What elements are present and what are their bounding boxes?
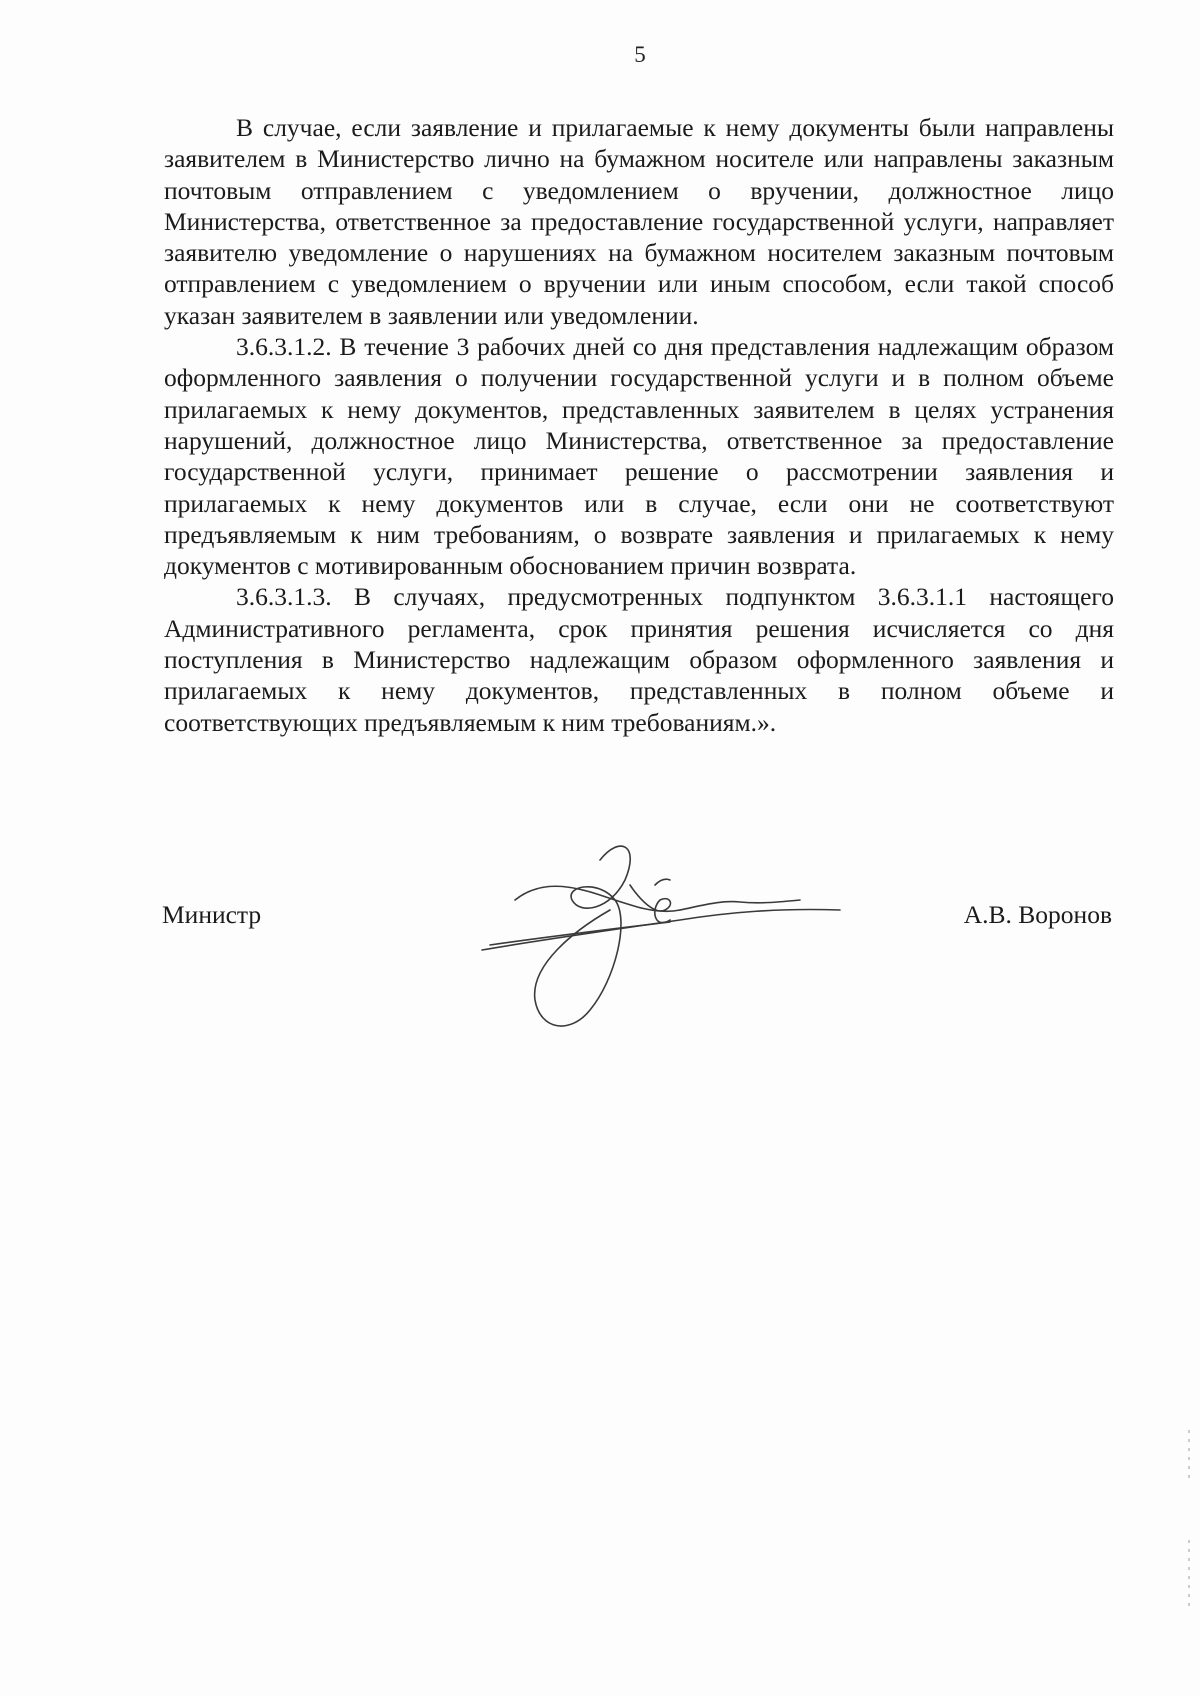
scan-margin-marks	[1188, 1430, 1190, 1610]
signer-title: Министр	[162, 900, 262, 929]
paragraph-3-6-3-1-2: 3.6.3.1.2. В течение 3 рабочих дней со дня представления надлежащим образом оформленного заявления о получении государственной услуги и в полном объеме прилагаемых к нему документов, представленных заявителем в целях устранения нарушений, должностное лицо Министерства, ответственное за предоставление государственной услуги, принимает решение о рассмотрении заявления и прилагаемых к нему документов или в случае, если они не соответствуют предъявляемым к ним требованиям, о возврате заявления и прилагаемых к нему документов с мотивированным обоснованием причин возврата.	[164, 332, 1114, 581]
page-number: 5	[634, 42, 646, 67]
document-body	[164, 112, 1114, 738]
signer-name: А.В. Воронов	[963, 900, 1112, 929]
paragraph-notification: В случае, если заявление и прилагаемые к нему документы были направлены заявителем в Министерство лично на бумажном носителе или направлены заказным почтовым отправлением с уведомлением о вручении, должностное лицо Министерства, ответственное за предоставление государственной услуги, направляет заявителю уведомление о нарушениях на бумажном носителем заказным почтовым отправлением с уведомлением о вручении или иным способом, если такой способ указан заявителем в заявлении или уведомлении.	[164, 113, 1114, 330]
handwritten-signature	[480, 840, 860, 1040]
paragraph-3-6-3-1-3: 3.6.3.1.3. В случаях, предусмотренных подпунктом 3.6.3.1.1 настоящего Административного регламента, срок принятия решения исчисляется со дня поступления в Министерство надлежащим образом оформленного заявления и прилагаемых к нему документов, представленных в полном объеме и соответствующих предъявляемым к ним требованиям.».	[164, 582, 1114, 737]
